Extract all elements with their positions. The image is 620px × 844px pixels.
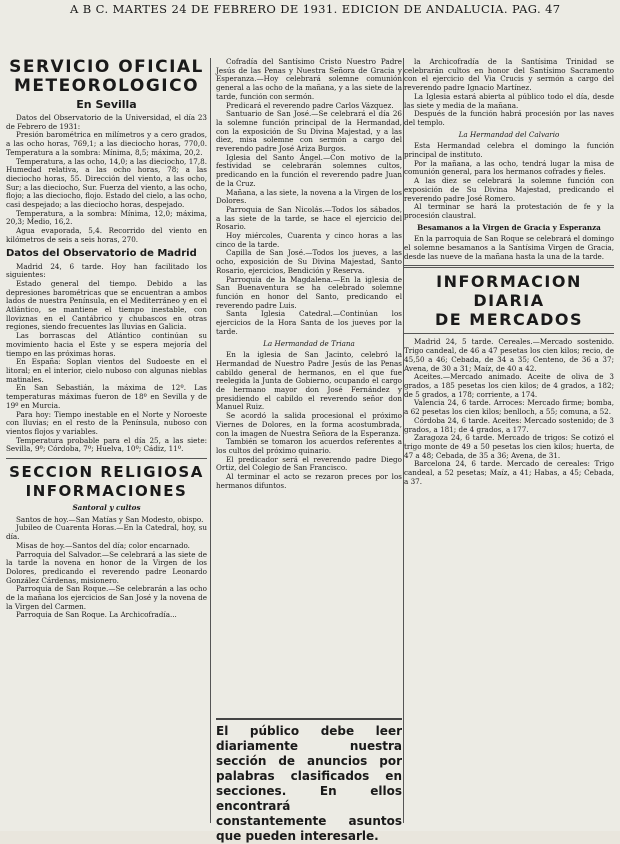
paragraph: Parroquia de San Roque.—Se celebrarán a las ocho de la mañana los ejercicios de San José y la novena de la Virgen del Carmen. — [6, 584, 207, 611]
paragraph: Temperatura probable para el día 25, a las siete: Sevilla, 9º; Córdoba, 7º; Huelva, 10º; Cádiz, 11º. — [6, 435, 207, 454]
paragraph: Iglesia del Santo Ángel.—Con motivo de la festividad se celebrarán solemnes cultos, predicando en la función el reverendo padre Juan de la Cruz. — [216, 152, 402, 188]
section-title: INFORMACION DIARIA — [436, 272, 582, 311]
ad-text: El público debe leer diariamente nuestra sección de anuncios por palabras clasificados en secciones. En ellos encontrará constantemente asuntos que pueden interesarle. — [216, 724, 402, 843]
paragraph: Después de la función habrá procesión por las naves del templo. — [404, 109, 614, 127]
subsection-head: Santoral y cultos — [72, 503, 141, 513]
paragraph: Zaragoza 24, 6 tarde. Mercado de trigos: Se cotizó el trigo monte de 49 a 50 pesetas los cien kilos; huerta, de 47 a 48; Cebada, de 35 a 36; Avena, de 31. — [404, 433, 614, 460]
paragraph: En la parroquia de San Roque se celebrará el domingo el solemne besamanos a la Santísima Virgen de Gracia, desde las nueve de la mañana hasta la una de la tarde. — [404, 234, 614, 261]
paragraph: Mañana, a las siete, la novena a la Virgen de los Dolores. — [216, 187, 402, 206]
column-right — [404, 58, 614, 825]
paragraph: Estado general del tiempo. Debido a las depresiones barométricas que se encuentran a ambos lados de nuestra Península, en el Mediterráneo y en el Atlántico, se mantiene el tiempo inestable, con lloviznas en el Cantábrico y chubascos en otras regiones, siendo frecuentes las lluvias en Galicia. — [6, 278, 207, 332]
subsection-head: Besamanos a la Virgen de Gracia y Esperanza — [417, 222, 601, 232]
paragraph: Cofradía del Santísimo Cristo Nuestro Padre Jesús de las Penas y Nuestra Señora de Gracia y Esperanza.—Hoy celebrará solemne comunión general a las ocho de la mañana, y a las siete de la tarde, función con sermón. — [216, 57, 402, 101]
column-left — [6, 58, 207, 825]
section-title: METEOROLOGICO — [13, 76, 200, 96]
paragraph: Madrid 24, 6 tarde. Hoy han facilitado los siguientes: — [6, 261, 207, 280]
paragraph: Córdoba 24, 6 tarde. Aceites: Mercado sostenido; de 3 grados, a 181; de 4 grados, a 177. — [404, 415, 614, 434]
paragraph: Valencia 24, 6 tarde. Arroces: Mercado firme; bomba, a 62 pesetas los cien kilos; benlloch, a 55; comuna, a 52. — [404, 398, 614, 417]
paragraph: Se acordó la salida procesional el próximo Viernes de Dolores, en la forma acostumbrada, con la imagen de Nuestra Señora de la Esperanza. — [216, 411, 402, 438]
paragraph: La Iglesia estará abierta al público todo el día, desde las siete y media de la mañana. — [404, 91, 614, 110]
subsection-head: Datos del Observatorio de Madrid — [6, 247, 197, 259]
paragraph: Al terminar el acto se rezaron preces por los hermanos difuntos. — [216, 472, 402, 490]
paragraph: Temperatura, a las ocho, 14,0; a las dieciocho, 17,8. Humedad relativa, a las ocho horas, 78; a las dieciocho horas, 55. Dirección del viento, a las ocho, Sur; a las dieciocho, Sur. Fuerza del viento, a las ocho, flojo; a las dieciocho, flojo. Estado del cielo, a las ocho, casi despejado; a las dieciocho horas, despejado. — [6, 156, 207, 210]
section-title: SECCION RELIGIOSA — [9, 463, 204, 482]
paragraph: En San Sebastián, la máxima de 12º. Las temperaturas máximas fueron de 18º en Sevilla y de 19º en Murcia. — [6, 383, 207, 410]
paragraph: Predicará el reverendo padre Carlos Vázquez. — [226, 100, 394, 110]
paragraph: Parroquia del Salvador.—Se celebrará a las siete de la tarde la novena en honor de la Virgen de los Dolores, predicando el reverendo padre Leonardo González Cárdenas, misionero. — [6, 549, 207, 585]
subsection-head: La Hermandad de Triana — [263, 338, 355, 348]
paragraph: Capilla de San José.—Todos los jueves, a las ocho, exposición de Su Divina Majestad, Santo Rosario, ejercicios, Bendición y Reserva. — [216, 248, 402, 275]
divider — [404, 265, 614, 268]
column-rule — [210, 58, 211, 823]
column-middle — [216, 58, 402, 825]
paragraph: Agua evaporada, 5,4. Recorrido del viento en kilómetros de seis a seis horas, 270. — [6, 226, 207, 244]
section-title: SERVICIO OFICIAL — [9, 57, 204, 77]
paragraph: Santos de hoy.—San Matías y San Modesto, obispo. — [16, 514, 204, 524]
paragraph: Parroquia de la Magdalena.—En la iglesia de San Buenaventura se ha celebrado solemne función en honor del Santo, predicando el reverendo padre Luis. — [216, 274, 402, 310]
paragraph: Temperatura, a la sombra: Mínima, 12,0; máxima, 20,3; Medio, 16,2. — [6, 208, 207, 227]
paragraph: Para hoy: Tiempo inestable en el Norte y Noroeste con lluvias; en el resto de la Península, nuboso con vientos flojos y variables. — [6, 409, 207, 436]
divider — [404, 333, 614, 334]
paragraph: Esta Hermandad celebra el domingo la función principal de instituto. — [404, 141, 614, 160]
paragraph: Jubileo de Cuarenta Horas.—En la Catedral, hoy, su día. — [6, 523, 207, 542]
paragraph: En la iglesia de San Jacinto, celebró la Hermandad de Nuestro Padre Jesús de las Penas cabildo general de hermanos, en el que fue reelegida la Junta de Gobierno, ocupando el cargo de hermano mayor don José Fernández y presidiendo el cabildo el reverendo señor don Manuel Ruiz. — [216, 350, 402, 412]
section-title: INFORMACIONES — [25, 482, 188, 501]
classified-ad-notice — [216, 718, 402, 843]
divider — [6, 458, 207, 459]
subsection-head: En Sevilla — [76, 98, 137, 111]
sevilla-body — [6, 114, 207, 245]
paragraph: Madrid 24, 5 tarde. Cereales.—Mercado sostenido. Trigo candeal, de 46 a 47 pesetas los cien kilos; recio, de 45,50 a 46; Cebada, de 34 a 35; Centeno, de 36 a 37; Avena, de 30 a 31; Maíz, de 40 a 42. — [404, 337, 614, 373]
page-header: A B C. MARTES 24 DE FEBRERO DE 1931. EDICION DE ANDALUCIA. PAG. 47 — [70, 2, 561, 16]
paragraph: Las borrascas del Atlántico continúan su movimiento hacia el Este y se espera mejoría del tiempo en las próximas horas. — [6, 331, 207, 358]
santoral-body — [6, 516, 207, 620]
paragraph: El predicador será el reverendo padre Diego Ortiz, del Colegio de San Francisco. — [216, 454, 402, 473]
paragraph: Misas de hoy.—Santos del día; color encarnado. — [16, 540, 190, 550]
paragraph: También se tomaron los acuerdos referentes a los cultos del próximo quinario. — [216, 437, 402, 455]
paragraph: A las diez se celebrará la solemne función con exposición de Su Divina Majestad, predicando el reverendo padre José Romero. — [404, 176, 614, 203]
paragraph: Hoy miércoles, Cuarenta y cinco horas a las cinco de la tarde. — [216, 231, 402, 249]
section-title: DE MERCADOS — [435, 310, 583, 330]
paragraph: Parroquia de San Nicolás.—Todos los sábados, a las siete de la tarde, se hace el ejercicio del Rosario. — [216, 204, 402, 232]
subsection-head: La Hermandad del Calvario — [458, 129, 560, 139]
paragraph: Aceites.—Mercado animado. Aceite de oliva de 3 grados, a 185 pesetas los cien kilos; de 4 grados, a 182; de 5 grados, a 178; corriente, a 174. — [404, 372, 614, 399]
paragraph: Santuario de San José.—Se celebrará el día 26 la solemne función principal de la Hermandad, con la exposición de Su Divina Majestad, y a las diez, misa solemne con sermón a cargo del reverendo padre José Ariza Burgos. — [216, 109, 402, 154]
paragraph: Presión barométrica en milímetros y a cero grados, a las ocho horas, 769,1; a las dieciocho horas, 770,0. Temperatura a la sombra: Mínima, 8,5; máxima, 20,2. — [6, 130, 207, 157]
paragraph: Datos del Observatorio de la Universidad, el día 23 de Febrero de 1931: — [6, 113, 207, 131]
paragraph: Parroquia de San Roque. La Archicofradía... — [16, 610, 177, 620]
paragraph: Barcelona 24, 6 tarde. Mercado de cereales: Trigo candeal, a 52 pesetas; Maíz, a 41; Habas, a 45; Cebada, a 37. — [404, 459, 614, 486]
paragraph: En España: Soplan vientos del Sudoeste en el litoral; en el interior, cielo nuboso con algunas nieblas matinales. — [6, 357, 207, 384]
paragraph: Al terminar se hará la protestación de fe y la procesión claustral. — [404, 202, 614, 220]
paragraph: Santa Iglesia Catedral.—Continúan los ejercicios de la Hora Santa de los jueves por la tarde. — [216, 309, 402, 336]
paragraph: Por la mañana, a las ocho, tendrá lugar la misa de comunión general, para los hermanos cofrades y fieles. — [404, 158, 614, 177]
madrid-body — [6, 263, 207, 454]
paragraph: la Archicofradía de la Santísima Trinidad se celebrarán cultos en honor del Santísimo Sacramento con el ejercicio del Via Crucis y sermón a cargo del reverendo padre Ignacio Martínez. — [404, 57, 614, 93]
